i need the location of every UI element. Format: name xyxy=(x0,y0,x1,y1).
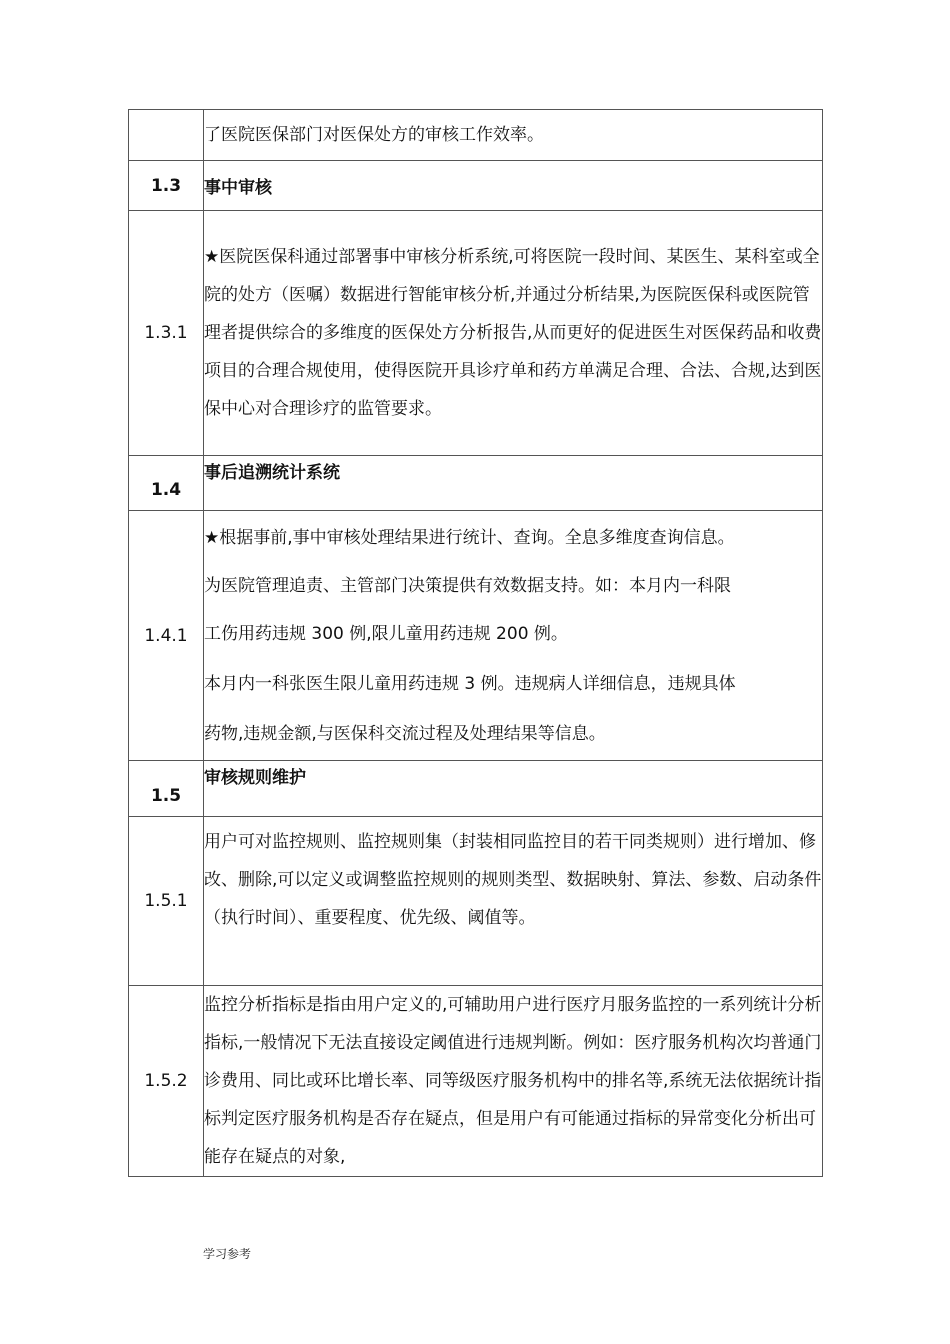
paragraph-line: ★根据事前,事中审核处理结果进行统计、查询。全息多维度查询信息。 xyxy=(204,527,735,548)
paragraph-line: 为医院管理追责、主管部门决策提供有效数据支持。如：本月内一科限 xyxy=(204,575,731,596)
section-number: 1.4 xyxy=(129,456,204,511)
row-number: 1.5.1 xyxy=(129,817,204,986)
row-number xyxy=(129,110,204,161)
page-footer: 学习参考 xyxy=(203,1247,252,1261)
section-heading-cell xyxy=(204,456,823,511)
row-number: 1.4.1 xyxy=(129,511,204,761)
table-row xyxy=(129,761,823,817)
paragraph: 了医院医保部门对医保处方的审核工作效率。 xyxy=(204,125,544,145)
row-number: 1.5.2 xyxy=(129,986,204,1177)
section-heading: 事后追溯统计系统 xyxy=(204,463,340,483)
table-row xyxy=(129,456,823,511)
row-content xyxy=(204,986,823,1177)
paragraph-line: 工伤用药违规 300 例,限儿童用药违规 200 例。 xyxy=(204,623,568,644)
row-content xyxy=(204,511,823,761)
table-row xyxy=(129,211,823,456)
paragraph: 监控分析指标是指由用户定义的,可辅助用户进行医疗月服务监控的一系列统计分析指标,一般情况下无法直接设定阈值进行违规判断。例如：医疗服务机构次均普通门诊费用、同比或环比增长率、同等级医疗服务机构中的排名等,系统无法依据统计指标判定医疗服务机构是否存在疑点，但是用户有可能通过指标的异常变化分析出可能存在疑点的对象, xyxy=(204,995,822,1167)
section-heading-cell xyxy=(204,761,823,817)
row-content xyxy=(204,817,823,986)
table-row xyxy=(129,986,823,1177)
section-number: 1.3 xyxy=(129,161,204,211)
section-number: 1.5 xyxy=(129,761,204,817)
paragraph-line: 药物,违规金额,与医保科交流过程及处理结果等信息。 xyxy=(204,723,606,744)
paragraph: 用户可对监控规则、监控规则集（封装相同监控目的若干同类规则）进行增加、修改、删除,可以定义或调整监控规则的规则类型、数据映射、算法、参数、启动条件（执行时间）、重要程度、优先级、阈值等。 xyxy=(204,832,822,928)
row-content xyxy=(204,110,823,161)
table-row xyxy=(129,511,823,761)
section-heading-cell xyxy=(204,161,823,211)
table-row xyxy=(129,110,823,161)
row-number: 1.3.1 xyxy=(129,211,204,456)
table-row xyxy=(129,817,823,986)
table-row xyxy=(129,161,823,211)
row-content xyxy=(204,211,823,456)
paragraph-line: 本月内一科张医生限儿童用药违规 3 例。违规病人详细信息，违规具体 xyxy=(204,673,736,694)
section-heading: 审核规则维护 xyxy=(204,768,306,788)
section-heading: 事中审核 xyxy=(204,178,272,198)
paragraph: ★医院医保科通过部署事中审核分析系统,可将医院一段时间、某医生、某科室或全院的处方（医嘱）数据进行智能审核分析,并通过分析结果,为医院医保科或医院管理者提供综合的多维度的医保处方分析报告,从而更好的促进医生对医保药品和收费项目的合理合规使用，使得医院开具诊疗单和药方单满足合理、合法、合规,达到医保中心对合理诊疗的监管要求。 xyxy=(204,247,822,419)
document-table xyxy=(128,109,823,1177)
